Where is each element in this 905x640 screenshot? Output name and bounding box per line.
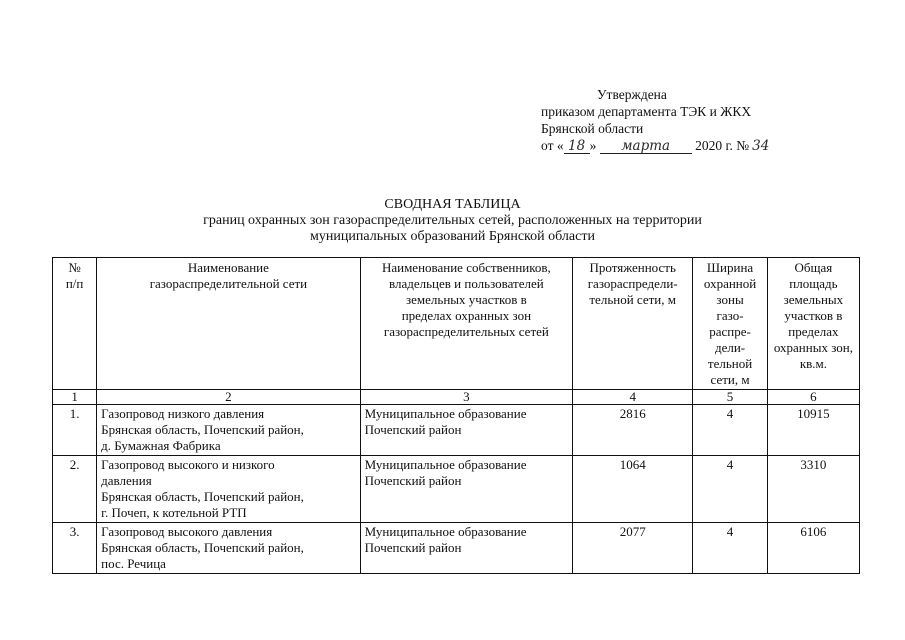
- handwritten-day: 18: [564, 139, 590, 154]
- handwritten-number: 34: [752, 138, 770, 154]
- length-cell: 2077: [573, 523, 693, 574]
- date-prefix: от «: [541, 138, 564, 153]
- header-text: дели-: [714, 340, 746, 355]
- network-name-cell: [97, 456, 361, 523]
- header-text: газораспределительной сети: [149, 276, 308, 291]
- handwritten-month: марта: [600, 139, 692, 154]
- network-name-line: пос. Речица: [101, 556, 166, 571]
- column-number: 5: [693, 390, 768, 405]
- network-name-cell: [97, 405, 361, 456]
- header-text: Общая: [794, 260, 833, 275]
- header-zone-width: [693, 258, 768, 390]
- network-name-line: давления: [101, 473, 152, 488]
- header-text: №: [68, 260, 81, 275]
- header-text: Протяженность: [589, 260, 676, 275]
- number-prefix: №: [736, 138, 750, 153]
- summary-table: [52, 257, 860, 574]
- header-text: пределах: [788, 324, 839, 339]
- header-network-name: [97, 258, 361, 390]
- length-cell: 1064: [573, 456, 693, 523]
- header-text: газо-: [716, 308, 744, 323]
- length-cell: 2816: [573, 405, 693, 456]
- row-number: 2.: [53, 456, 97, 523]
- header-owners: [360, 258, 572, 390]
- approval-block: [541, 86, 769, 154]
- table-header-row: [53, 258, 860, 390]
- owner-line: Почепский район: [364, 473, 462, 488]
- table-row: [53, 405, 860, 456]
- zone-width-cell: 4: [693, 523, 768, 574]
- owner-cell: [360, 405, 572, 456]
- owner-line: Муниципальное образование: [364, 457, 527, 472]
- network-name-line: Брянская область, Почепский район,: [101, 422, 304, 437]
- document-title-block: [0, 197, 905, 245]
- network-name-line: д. Бумажная Фабрика: [101, 438, 221, 453]
- table-row: [53, 456, 860, 523]
- network-name-line: Газопровод высокого и низкого: [101, 457, 275, 472]
- header-text: земельных: [783, 292, 844, 307]
- header-text: охранной: [703, 276, 757, 291]
- column-number: 1: [53, 390, 97, 405]
- network-name-line: Брянская область, Почепский район,: [101, 489, 304, 504]
- header-text: зоны: [716, 292, 744, 307]
- document-heading: СВОДНАЯ ТАБЛИЦА: [384, 197, 521, 212]
- header-text: кв.м.: [799, 356, 827, 371]
- header-text: Наименование собственников,: [381, 260, 551, 275]
- network-name-cell: [97, 523, 361, 574]
- table-row: [53, 523, 860, 574]
- header-text: тельной: [707, 356, 753, 371]
- zone-width-cell: 4: [693, 405, 768, 456]
- row-number: 3.: [53, 523, 97, 574]
- column-number: 4: [573, 390, 693, 405]
- document-subtitle-line1: границ охранных зон газораспределительных сетей, расположенных на территории: [203, 213, 702, 228]
- header-text: пределах охранных зон: [401, 308, 532, 323]
- network-name-line: Газопровод высокого давления: [101, 524, 273, 539]
- date-mid: »: [589, 138, 597, 153]
- header-text: газораспредели-: [587, 276, 678, 291]
- header-text: земельных участков в: [406, 292, 527, 307]
- header-text: распре-: [709, 324, 751, 339]
- network-name-line: г. Почеп, к котельной РТП: [101, 505, 247, 520]
- owner-line: Почепский район: [364, 422, 462, 437]
- header-text: участков в: [784, 308, 843, 323]
- area-cell: 3310: [767, 456, 859, 523]
- header-length: [573, 258, 693, 390]
- header-text: владельцев и пользователей: [389, 276, 544, 291]
- column-number: 2: [97, 390, 361, 405]
- network-name-line: Газопровод низкого давления: [101, 406, 265, 421]
- column-number-row: [53, 390, 860, 405]
- column-number: 6: [767, 390, 859, 405]
- owner-line: Почепский район: [364, 540, 462, 555]
- approval-label: Утверждена: [597, 87, 667, 102]
- header-text: площадь: [789, 276, 838, 291]
- owner-cell: [360, 456, 572, 523]
- zone-width-cell: 4: [693, 456, 768, 523]
- column-number: 3: [360, 390, 572, 405]
- owner-line: Муниципальное образование: [364, 524, 527, 539]
- area-cell: 10915: [767, 405, 859, 456]
- approval-region-line: Брянской области: [541, 121, 644, 136]
- approval-order-line: приказом департамента ТЭК и ЖКХ: [541, 104, 752, 119]
- header-text: тельной сети, м: [589, 292, 676, 307]
- header-text: сети, м: [710, 372, 750, 387]
- header-text: охранных зон,: [773, 340, 853, 355]
- header-area: [767, 258, 859, 390]
- header-text: п/п: [65, 276, 84, 291]
- date-year: 2020 г.: [695, 138, 733, 153]
- approval-date-line: [541, 137, 769, 154]
- owner-line: Муниципальное образование: [364, 406, 527, 421]
- area-cell: 6106: [767, 523, 859, 574]
- header-text: Наименование: [187, 260, 269, 275]
- owner-cell: [360, 523, 572, 574]
- network-name-line: Брянская область, Почепский район,: [101, 540, 304, 555]
- header-number: [53, 258, 97, 390]
- header-text: газораспределительных сетей: [383, 324, 549, 339]
- header-text: Ширина: [706, 260, 754, 275]
- row-number: 1.: [53, 405, 97, 456]
- document-subtitle-line2: муниципальных образований Брянской области: [310, 229, 595, 244]
